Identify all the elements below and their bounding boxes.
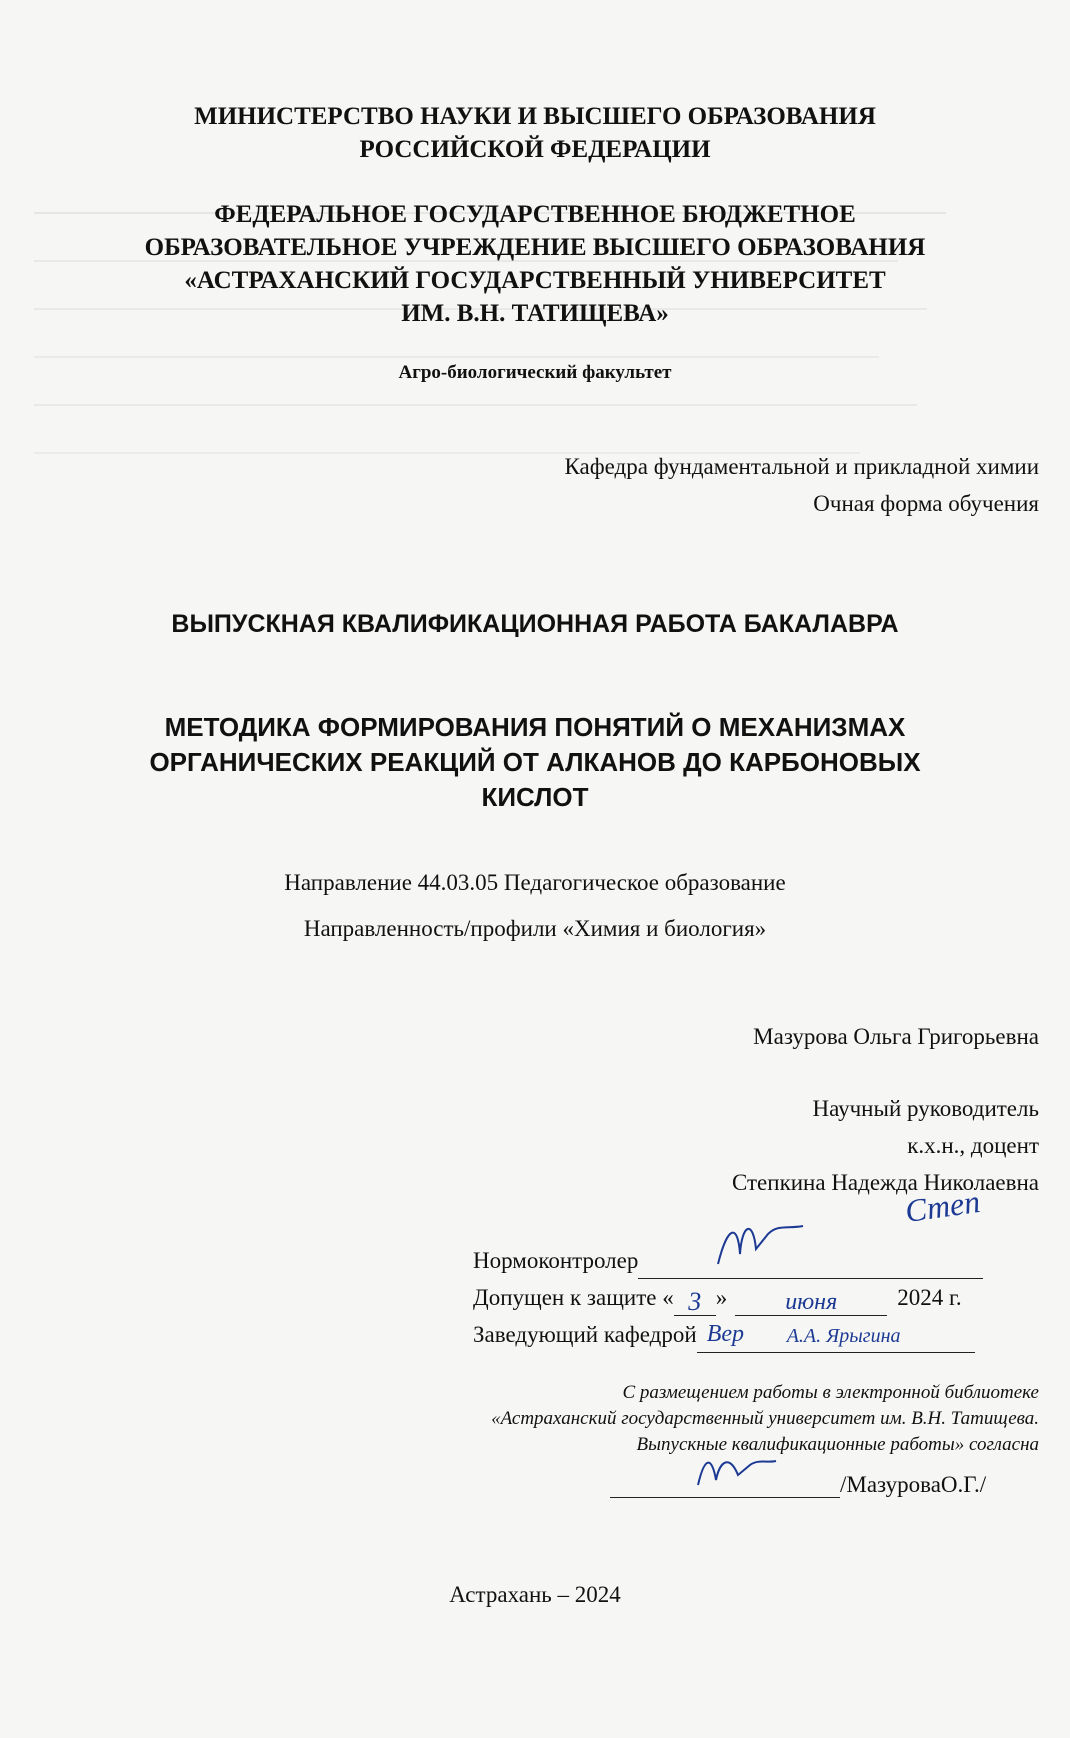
supervisor-signature: Степ: [902, 1182, 983, 1230]
study-form: Очная форма обучения: [813, 491, 1039, 516]
admitted-year: 2024 г.: [897, 1285, 962, 1310]
student-name: Мазурова Ольга Григорьевна: [753, 1024, 1039, 1049]
normcontrol-label: Нормоконтролер: [473, 1248, 639, 1273]
supervisor-name: Степкина Надежда Николаевна: [731, 1170, 1039, 1195]
profile: Направленность/профили «Химия и биология»: [303, 916, 767, 941]
university-heading: ФЕДЕРАЛЬНОЕ ГОСУДАРСТВЕННОЕ БЮДЖЕТНОЕ ОБРАЗОВАТЕЛЬНОЕ УЧРЕЖДЕНИЕ ВЫСШЕГО ОБРАЗОВАНИЯ «АСТРАХАНСКИЙ ГОСУДАРСТВЕННЫЙ УНИВЕРСИТЕТ ИМ. В.Н. ТАТИЩЕВА»: [144, 201, 926, 327]
consent-signature: [690, 1445, 780, 1495]
supervisor-degree: к.х.н., доцент: [907, 1133, 1039, 1158]
faculty-name: Агро-биологический факультет: [398, 362, 672, 383]
head-signature: Вер: [706, 1321, 744, 1347]
consent-name: /МазуроваО.Г./: [840, 1472, 987, 1497]
normcontrol-row: [473, 1242, 1033, 1279]
city-year: Астрахань – 2024: [449, 1582, 621, 1607]
head-signature-line: [697, 1321, 975, 1353]
consent-signature-row: [610, 1472, 986, 1498]
consent-signature-line: [610, 1473, 840, 1498]
ministry-heading: МИНИСТЕРСТВО НАУКИ И ВЫСШЕГО ОБРАЗОВАНИЯ РОССИЙСКОЙ ФЕДЕРАЦИИ: [194, 103, 876, 163]
admitted-day: 3: [688, 1287, 702, 1316]
work-topic: МЕТОДИКА ФОРМИРОВАНИЯ ПОНЯТИЙ О МЕХАНИЗМАХ ОРГАНИЧЕСКИХ РЕАКЦИЙ ОТ АЛКАНОВ ДО КАРБОНОВЫХ КИСЛОТ: [149, 712, 921, 812]
normcontrol-signature: [708, 1214, 828, 1274]
admitted-row: Допущен к защите « 3 » июня 2024 г.: [473, 1279, 1033, 1316]
direction: Направление 44.03.05 Педагогическое образование: [284, 870, 786, 895]
direction-block: [0, 860, 1070, 952]
supervisor-label: Научный руководитель: [812, 1096, 1039, 1121]
head-signature-text: А.А. Ярыгина: [786, 1325, 901, 1347]
work-type: ВЫПУСКНАЯ КВАЛИФИКАЦИОННАЯ РАБОТА БАКАЛАВРА: [171, 610, 899, 638]
admitted-label: Допущен к защите «: [473, 1285, 674, 1310]
head-label: Заведующий кафедрой: [473, 1322, 697, 1347]
head-row: [473, 1316, 1033, 1353]
admitted-day-line: [674, 1287, 716, 1316]
admitted-month-line: [735, 1291, 887, 1316]
department-block: [565, 448, 1040, 522]
consent-text: С размещением работы в электронной библиотеке «Астраханский государственный университет им. В.Н. Татищева. Выпускные квалификационные работы» согласна: [491, 1382, 1039, 1455]
approvals-block: [473, 1242, 1033, 1353]
department-name: Кафедра фундаментальной и прикладной химии: [564, 454, 1039, 479]
normcontrol-signature-line: [638, 1254, 983, 1279]
admitted-month: июня: [785, 1289, 838, 1315]
supervisor-block: [732, 1090, 1039, 1201]
